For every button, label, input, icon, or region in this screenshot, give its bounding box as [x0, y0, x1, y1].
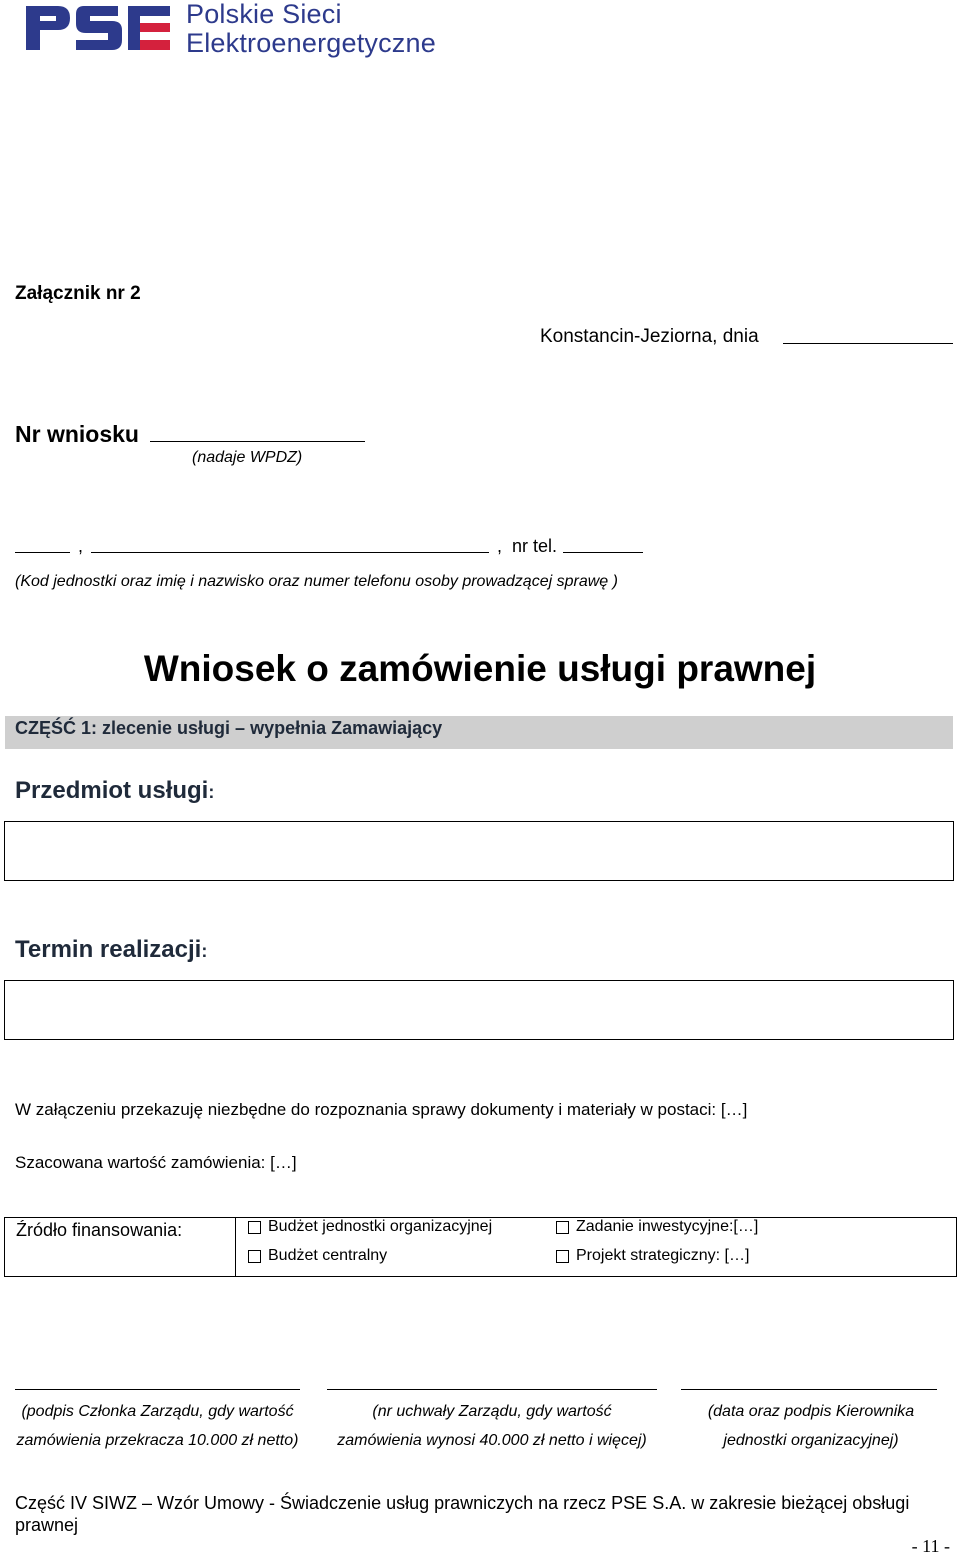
comma-separator: ,	[78, 536, 84, 556]
deadline-label: Termin realizacji:	[15, 936, 208, 963]
request-number-label: Nr wniosku	[15, 421, 139, 447]
checkbox-icon[interactable]	[556, 1221, 569, 1234]
request-number-note: (nadaje WPDZ)	[192, 449, 303, 466]
logo-line-1: Polskie Sieci	[186, 0, 342, 29]
estimate-text: Szacowana wartość zamówienia: […]	[15, 1153, 297, 1172]
name-line[interactable]	[91, 552, 489, 553]
phone-label: nr tel.	[512, 536, 558, 556]
logo-wordmark	[186, 0, 436, 58]
date-line[interactable]	[783, 343, 953, 344]
signature-caption-2: (nr uchwały Zarządu, gdy wartość zamówienia wynosi 40.000 zł netto i więcej)	[337, 1403, 647, 1449]
subject-label: Przedmiot usługi:	[15, 777, 215, 804]
signature-caption-1: (podpis Członka Zarządu, gdy wartość zamówienia przekracza 10.000 zł netto)	[16, 1403, 299, 1449]
option-strategic-project[interactable]: Projekt strategiczny: […]	[556, 1247, 749, 1265]
part-1-label: CZĘŚĆ 1: zlecenie usługi – wypełnia Zamawiający	[15, 718, 443, 738]
checkbox-icon[interactable]	[248, 1250, 261, 1263]
deadline-input-box[interactable]	[4, 980, 954, 1040]
page-footer: Część IV SIWZ – Wzór Umowy - Świadczenie usług prawniczych na rzecz PSE S.A. w zakresie bieżącej obsługi prawnej	[15, 1493, 910, 1535]
contact-note: (Kod jednostki oraz imię i nazwisko oraz numer telefonu osoby prowadzącej sprawę )	[15, 573, 618, 590]
signature-line-2[interactable]	[327, 1389, 657, 1390]
checkbox-icon[interactable]	[248, 1221, 261, 1234]
attachment-label: Załącznik nr 2	[15, 283, 141, 304]
part-1-header	[5, 716, 953, 749]
option-unit-budget[interactable]: Budżet jednostki organizacyjnej	[248, 1218, 492, 1236]
place-date-label: Konstancin-Jeziorna, dnia	[540, 326, 759, 347]
option-investment-task[interactable]: Zadanie inwestycyjne:[…]	[556, 1218, 758, 1236]
attachments-text: W załączeniu przekazuję niezbędne do rozpoznania sprawy dokumenty i materiały w postaci: […]	[15, 1100, 748, 1119]
phone-line[interactable]	[563, 552, 643, 553]
pse-logo	[22, 0, 482, 62]
signature-caption-3: (data oraz podpis Kierownika jednostki organizacyjnej)	[707, 1403, 915, 1449]
document-title: Wniosek o zamówienie usługi prawnej	[143, 648, 817, 689]
option-central-budget[interactable]: Budżet centralny	[248, 1247, 387, 1265]
checkbox-icon[interactable]	[556, 1250, 569, 1263]
signature-line-1[interactable]	[15, 1389, 300, 1390]
signature-line-3[interactable]	[681, 1389, 937, 1390]
pse-logo-mark-icon	[22, 0, 172, 58]
funding-label: Źródło finansowania:	[16, 1220, 183, 1240]
comma-separator-2: ,	[497, 536, 503, 556]
unit-code-line[interactable]	[15, 552, 70, 553]
page-number: - 11 -	[911, 1536, 950, 1556]
logo-line-2: Elektroenergetyczne	[186, 28, 436, 58]
subject-input-box[interactable]	[4, 821, 954, 881]
funding-source-table	[4, 1217, 957, 1277]
table-divider	[235, 1218, 236, 1276]
request-number-line[interactable]	[150, 441, 365, 442]
